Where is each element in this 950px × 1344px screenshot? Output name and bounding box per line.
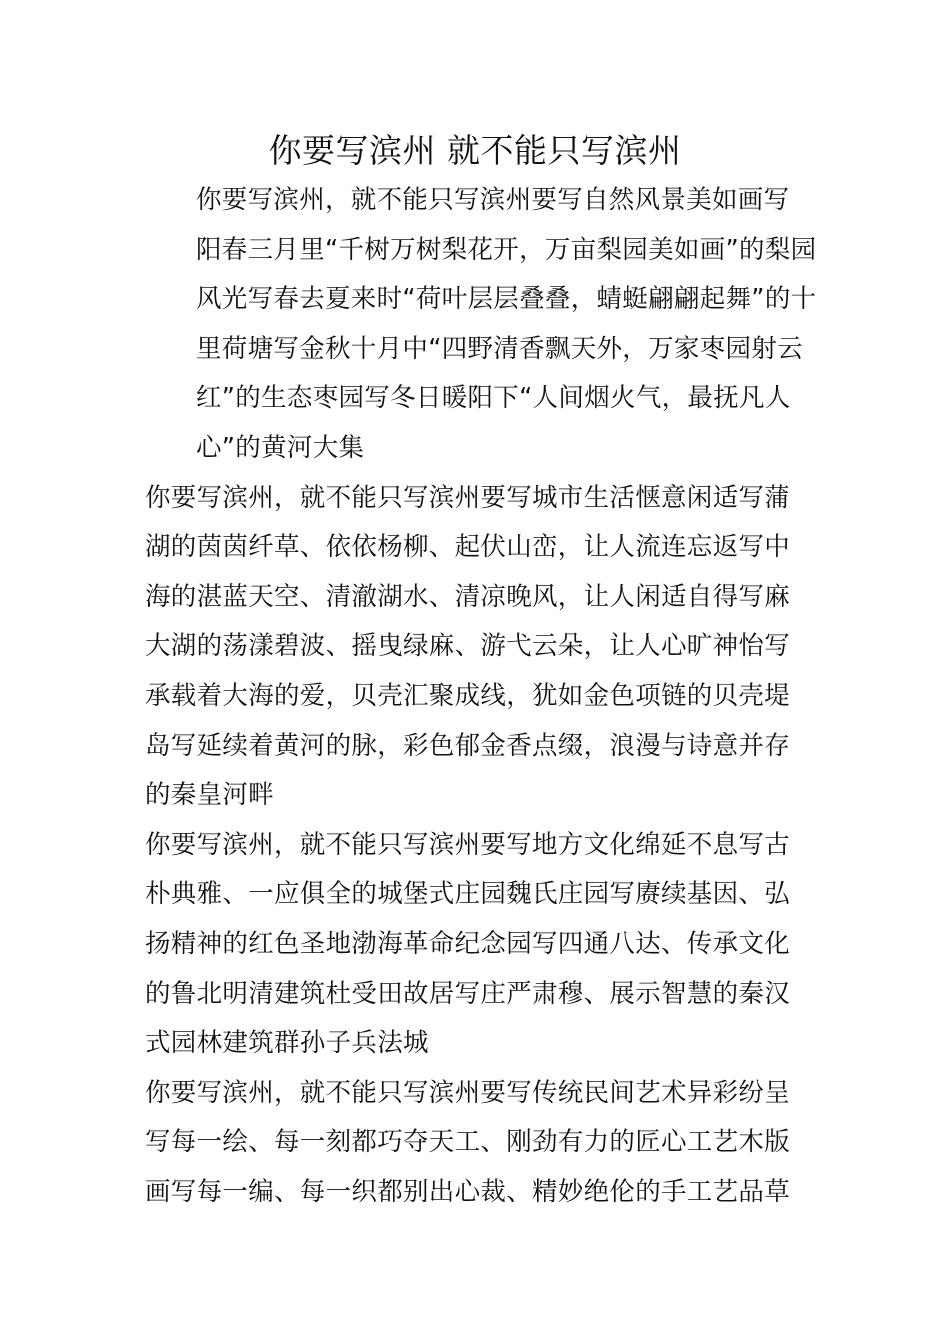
text-line: 湖的茵茵纤草、依依杨柳、起伏山峦，让人流连忘返写中 xyxy=(145,532,791,563)
text-line: 阳春三月里“千树万树梨花开，万亩梨园美如画”的梨园 xyxy=(196,234,817,265)
text-line: 海的湛蓝天空、清澈湖水、清凉晚风，让人闲适自得写麻 xyxy=(145,581,791,612)
text-line: 你要写滨州，就不能只写滨州要写自然风景美如画写 xyxy=(196,185,790,215)
text-line: 式园林建筑群孙子兵法城 xyxy=(145,1028,429,1059)
text-line: 心”的黄河大集 xyxy=(196,432,365,463)
paragraph-local-culture xyxy=(145,821,807,1069)
document-title: 你要写滨州 就不能只写滨州 xyxy=(268,131,682,170)
text-line: 画写每一编、每一织都别出心裁、精妙绝伦的手工艺品草 xyxy=(145,1176,791,1207)
text-line: 里荷塘写金秋十月中“四野清香飘天外，万家枣园射云 xyxy=(196,333,803,364)
text-line: 朴典雅、一应俱全的城堡式庄园魏氏庄园写赓续基因、弘 xyxy=(145,879,791,910)
text-line: 扬精神的红色圣地渤海革命纪念园写四通八达、传承文化 xyxy=(145,928,791,959)
text-line: 的秦皇河畔 xyxy=(145,780,275,811)
text-line: 写每一绘、每一刻都巧夺天工、刚劲有力的匠心工艺木版 xyxy=(145,1127,791,1158)
text-line: 风光写春去夏来时“荷叶层层叠叠，蜻蜓翩翩起舞”的十 xyxy=(196,284,817,315)
text-line: 你要写滨州，就不能只写滨州要写传统民间艺术异彩纷呈 xyxy=(145,1077,791,1108)
text-line: 你要写滨州，就不能只写滨州要写城市生活惬意闲适写蒲 xyxy=(145,482,791,513)
text-line: 大湖的荡漾碧波、摇曳绿麻、游弋云朵，让人心旷神怡写 xyxy=(145,631,791,662)
paragraph-city-life xyxy=(145,474,807,821)
text-line: 红”的生态枣园写冬日暖阳下“人间烟火气，最抚凡人 xyxy=(196,383,791,414)
text-line: 的鲁北明清建筑杜受田故居写庄严肃穆、展示智慧的秦汉 xyxy=(145,978,791,1009)
document-body xyxy=(145,176,817,1217)
text-line: 承载着大海的爱，贝壳汇聚成线，犹如金色项链的贝壳堤 xyxy=(145,680,791,711)
paragraph-natural-scenery xyxy=(145,176,817,474)
text-line: 岛写延续着黄河的脉，彩色郁金香点缀，浪漫与诗意并存 xyxy=(145,730,791,761)
paragraph-folk-art xyxy=(145,1069,807,1218)
text-line: 你要写滨州，就不能只写滨州要写地方文化绵延不息写古 xyxy=(145,829,791,860)
